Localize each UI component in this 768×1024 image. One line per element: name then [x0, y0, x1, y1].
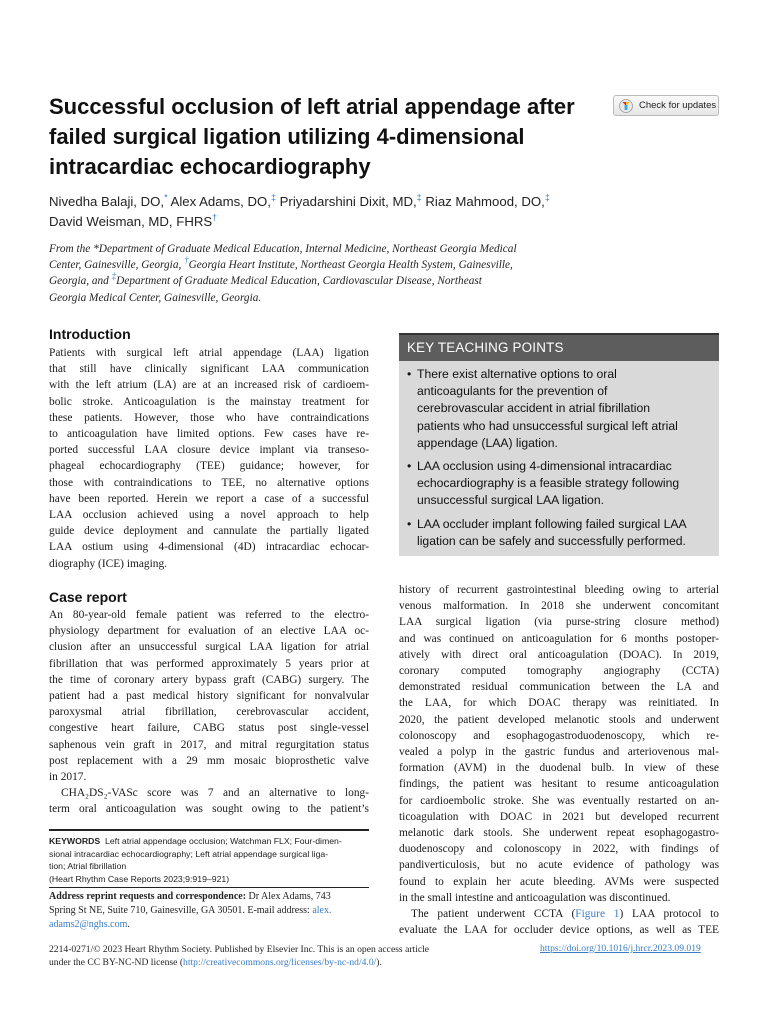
check-for-updates-button[interactable] — [613, 95, 719, 116]
correspondence-label: Address reprint requests and correspondence: — [49, 891, 247, 902]
text-line: phageal echocardiography (TEE) guidance; however, for — [49, 460, 369, 473]
keywords-block — [49, 829, 369, 873]
text-line: LAA ostium using 4-dimensional (4D) intracardiac echocar- — [49, 541, 369, 554]
affiliations — [49, 241, 609, 306]
keywords-label: KEYWORDS — [49, 836, 101, 846]
text-line: the time of coronary artery bypass graft (CABG) surgery. The — [49, 673, 369, 686]
text-line: LAA surgical ligation (via purse-string closure method) — [399, 616, 719, 629]
key-teaching-points-heading: KEY TEACHING POINTS — [399, 335, 719, 361]
affiliation-line: From the *Department of Graduate Medical Education, Internal Medicine, Northeast Georgia Medical — [49, 243, 517, 255]
text-line: saphenous vein graft in 2017, and mitral regurgitation status — [49, 738, 369, 751]
correspondence-block — [49, 890, 369, 931]
text-line: post replacement with a 29 mm mosaic bioprosthetic valve — [49, 754, 369, 767]
text-line: that still have clinically significant LAA communication — [49, 363, 369, 376]
introduction-heading: Introduction — [49, 326, 131, 342]
text-line: evaluate the LAA for occluder device options, as well as TEE — [399, 924, 719, 937]
key-point-item — [407, 458, 711, 510]
text-line: diography (ICE) imaging. — [49, 557, 167, 570]
title-line: failed surgical ligation utilizing 4-dimensional — [49, 124, 525, 149]
text-fragment: The patient underwent CCTA ( — [411, 908, 576, 921]
copyright-line: 2214-0271/© 2023 Heart Rhythm Society. Published by Elsevier Inc. This is an open access article — [49, 944, 430, 955]
author-name: Priyadarshini Dixit, MD, — [279, 194, 417, 209]
text-line: in 2017. — [49, 771, 87, 784]
affiliation-mark: ‡ — [544, 192, 550, 203]
article-title — [49, 92, 589, 182]
key-point-line: • There exist alternative options to oral — [417, 367, 617, 381]
affiliation-mark: † — [212, 212, 218, 223]
copyright-notice — [49, 943, 489, 969]
key-point-line: echocardiography is a feasible strategy following — [417, 476, 680, 491]
figure-1-link[interactable]: Figure 1 — [575, 908, 620, 921]
text-line: paroxysmal atrial fibrillation, cerebrovascular accident, — [49, 706, 369, 719]
right-column-body — [399, 582, 719, 938]
title-line: intracardiac echocardiography — [49, 154, 371, 179]
text-line: atively with direct oral anticoagulation (DOAC). In 2019, — [399, 648, 719, 661]
text-line — [399, 906, 719, 922]
title-line: Successful occlusion of left atrial appendage after — [49, 94, 575, 119]
text-line: Patients with surgical left atrial appendage (LAA) ligation — [49, 347, 369, 359]
text-line: physiology department for evaluation of an elective LAA oc- — [49, 625, 369, 638]
text-line: to anticoagulation have limited options. Few cases have re- — [49, 428, 369, 441]
case-report-body — [49, 607, 369, 818]
text-line: venous malformation. In 2018 she underwent concomitant — [399, 600, 719, 613]
text-line: CHA₂DS₂-VASc score was 7 and an alternative to long- — [61, 787, 369, 800]
copyright-text: under the CC BY-NC-ND license ( — [49, 957, 184, 968]
text-line: ticoagulation with DOAC in 2021 but developed recurrent — [399, 810, 719, 823]
text-line: findings, the patient was hesitant to resume anticoagulation — [399, 778, 719, 791]
key-point-line: • LAA occlusion using 4-dimensional intracardiac — [417, 459, 672, 474]
key-teaching-points-box — [399, 333, 719, 556]
keywords-text: Left atrial appendage occlusion; Watchman FLX; Four-dimen- — [105, 836, 342, 846]
author-list — [49, 192, 729, 232]
text-line: fibrillation that was performed approximately 5 years prior at — [49, 657, 369, 670]
text-line: congestive heart failure, CABG status post single-vessel — [49, 722, 369, 735]
text-line: found to explain her acute bleeding. AVMs were suspected — [399, 875, 719, 888]
text-line: pandiverticulosis, but no acute evidence of pathology was — [399, 859, 719, 872]
text-line: in the small intestine and anticoagulation was discontinued. — [399, 891, 671, 904]
text-line: LAA occlusion achieved using a novel approach to help — [49, 509, 369, 522]
text-line: guide device deployment and cannulate the partially ligated — [49, 525, 369, 538]
affiliation-mark: * — [164, 192, 168, 203]
affiliation-text: Georgia, and — [49, 275, 109, 288]
email-link[interactable]: alex. — [312, 904, 332, 916]
key-teaching-points-list — [399, 361, 719, 550]
author-name: Riaz Mahmood, DO, — [425, 194, 545, 209]
text-line: for cardioembolic stroke. She was eventually restarted on an- — [399, 794, 719, 807]
correspondence-text: Dr Alex Adams, 743 — [248, 891, 331, 902]
text-line: patient had a past medical history significant for nonvalvular — [49, 690, 369, 703]
crossmark-icon — [619, 99, 633, 113]
affiliation-mark: † — [184, 255, 189, 266]
text-fragment: ) LAA protocol to — [619, 908, 719, 921]
author-name: Alex Adams, DO, — [170, 194, 271, 209]
text-line: bolic stroke. Anticoagulation is the mainstay treatment for — [49, 395, 369, 408]
key-point-line: patients who had unsuccessful surgical left atrial — [417, 418, 678, 433]
key-point-line: ligation can be safely and successfully performed. — [417, 533, 686, 548]
key-point-line: unsuccessful surgical LAA ligation. — [417, 493, 604, 508]
text-line: demonstrated residual communication between the LA and — [399, 681, 719, 694]
doi-link[interactable]: https://doi.org/10.1016/j.hrcr.2023.09.019 — [540, 943, 701, 954]
affiliation-mark: ‡ — [111, 271, 117, 282]
affiliation-mark: ‡ — [416, 192, 422, 203]
text-line: the LAA, for which DOAC therapy was reinitiated. In — [399, 697, 719, 710]
text-line: formation (AVM) in the duodenal bulb. In view of these — [399, 762, 719, 775]
journal-citation: (Heart Rhythm Case Reports 2023;9:919–921) — [49, 874, 369, 888]
keywords-text: sional intracardiac echocardiography; Left atrial appendage surgical liga- — [49, 848, 329, 859]
license-link[interactable]: http://creativecommons.org/licenses/by-nc-nd/4.0/ — [183, 957, 377, 968]
text-line: these patients. However, those who have contraindications — [49, 411, 369, 424]
case-report-heading: Case report — [49, 589, 127, 605]
author-name: Nivedha Balaji, DO, — [49, 194, 165, 209]
text-line: vealed a polyp in the gastric fundus and arteriovenous mal- — [399, 746, 719, 759]
text-line: and was continued on anticoagulation for 6 months postoper- — [399, 632, 719, 645]
keywords-text: tion; Atrial fibrillation — [49, 861, 127, 872]
text-line: term oral anticoagulation was sought owing to the patient’s — [49, 803, 369, 816]
text-line: duodenoscopy and colonoscopy in 2022, with findings of — [399, 843, 719, 856]
key-point-line: anticoagulants for the prevention of — [417, 384, 608, 399]
text-line: coronary computed tomography angiography (CCTA) — [399, 665, 719, 678]
correspondence-text: . — [127, 918, 130, 930]
text-line: colonoscopy and esophagogastroduodenoscopy, which re- — [399, 729, 719, 742]
text-line: ported successful LAA closure device implant via transeso- — [49, 444, 369, 457]
affiliation-mark: ‡ — [270, 192, 276, 203]
key-point-line: cerebrovascular accident in atrial fibrillation — [417, 401, 651, 416]
text-line: history of recurrent gastrointestinal bleeding owing to arterial — [399, 584, 719, 596]
key-point-item — [407, 366, 711, 452]
text-line: have been reported. Herein we report a case of a successful — [49, 492, 369, 505]
email-link[interactable]: adams2@nghs.com — [49, 918, 128, 930]
text-line: melanotic dark stools. She underwent repeat esophagogastro- — [399, 827, 719, 840]
affiliation-line: Georgia Medical Center, Gainesville, Georgia. — [49, 291, 262, 304]
introduction-body — [49, 345, 369, 572]
affiliation-text: Georgia Heart Institute, Northeast Georgia Health System, Gainesville, — [188, 259, 513, 272]
author-name: David Weisman, MD, FHRS — [49, 214, 213, 229]
text-line: those with contraindications to TEE, no alternative options — [49, 476, 369, 489]
key-point-line: appendage (LAA) ligation. — [417, 435, 558, 450]
text-line: with the left atrium (LA) are at an increased risk of cardioem- — [49, 379, 369, 392]
text-line: 2020, the patient developed melanotic stools and underwent — [399, 713, 719, 726]
text-line: An 80-year-old female patient was referred to the electro- — [49, 609, 369, 621]
correspondence-text: Spring St NE, Suite 710, Gainesville, GA 30501. E-mail address: — [49, 904, 310, 916]
key-point-item — [407, 516, 711, 550]
affiliation-text: Department of Graduate Medical Education, Cardiovascular Disease, Northeast — [116, 275, 482, 288]
check-for-updates-label: Check for updates — [639, 100, 717, 111]
text-line: clusion after an unsuccessful surgical LAA ligation for atrial — [49, 641, 369, 654]
copyright-text: ). — [376, 957, 382, 968]
key-point-line: • LAA occluder implant following failed surgical LAA — [417, 516, 687, 531]
affiliation-text: Center, Gainesville, Georgia, — [49, 259, 182, 272]
